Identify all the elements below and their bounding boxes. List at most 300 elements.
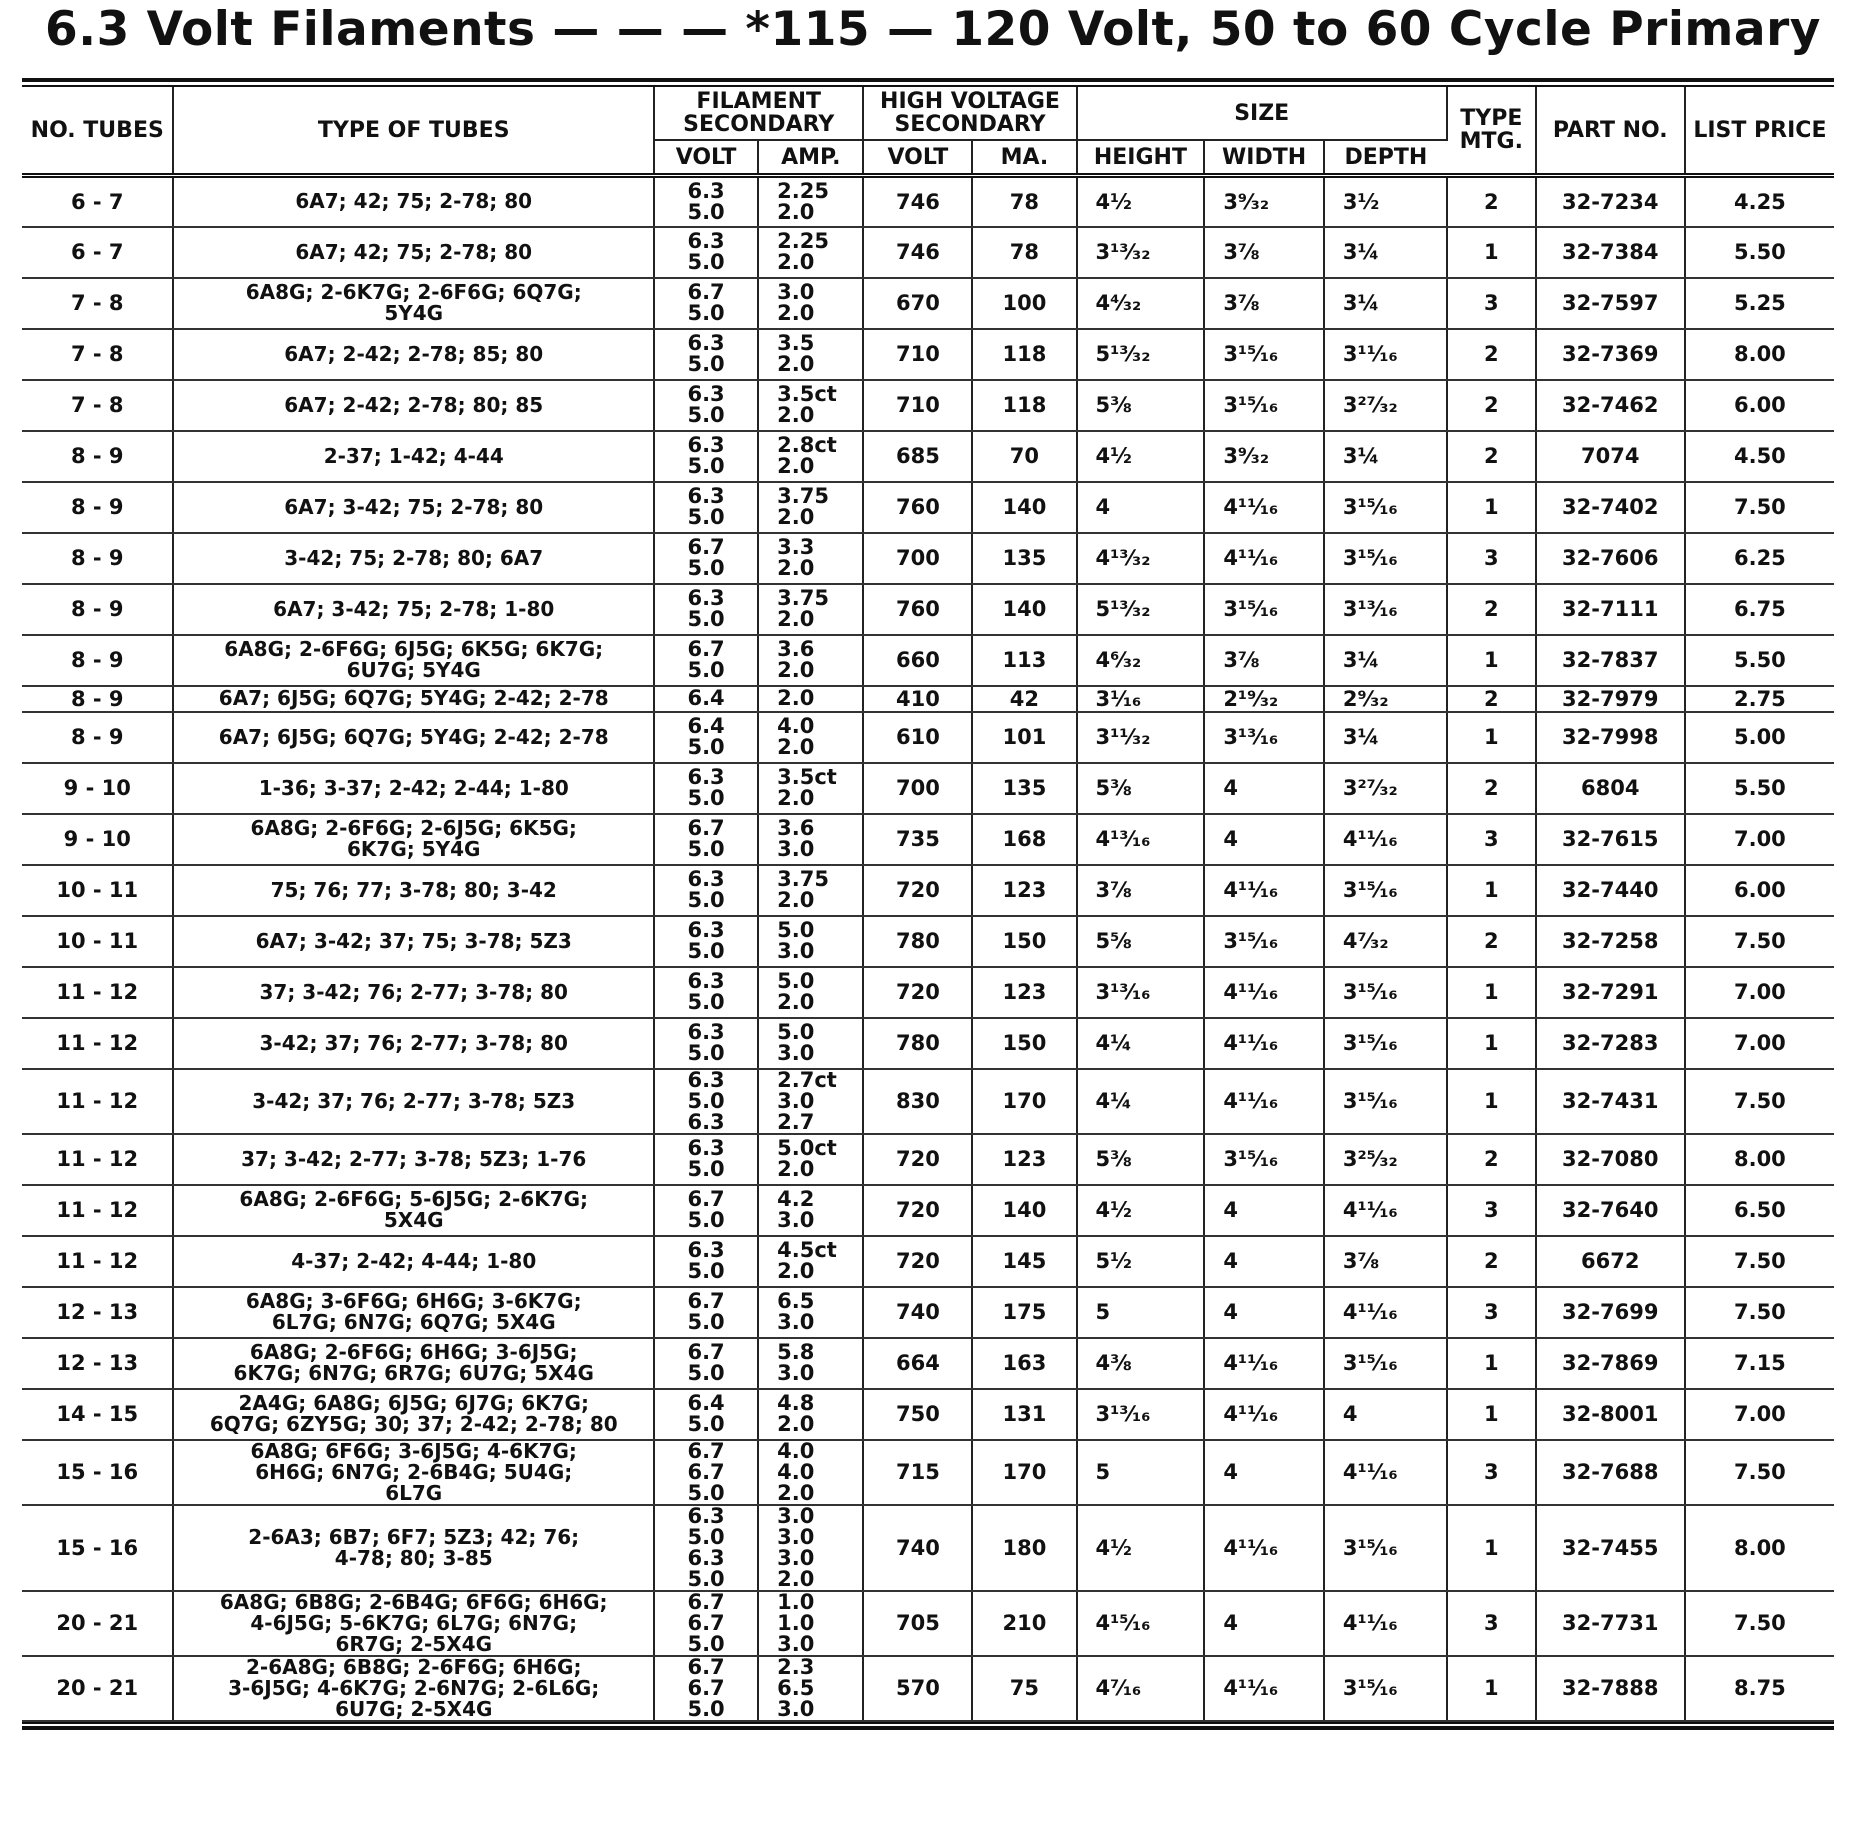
- cell-type-of-tubes: [173, 1338, 654, 1389]
- cell-type-of-tubes-line: 6A7; 6J5G; 6Q7G; 5Y4G; 2-42; 2-78: [218, 686, 609, 710]
- cell-hv-ma-line: 78: [1009, 240, 1040, 264]
- cell-filament-volt-line: 5.0: [687, 1310, 725, 1334]
- cell-height-line: 3¹³⁄₁₆: [1095, 980, 1151, 1004]
- cell-hv-ma-line: 101: [1002, 725, 1047, 749]
- cell-type-mtg: [1447, 533, 1536, 584]
- cell-type-mtg-line: 2: [1484, 444, 1499, 468]
- cell-hv-ma-line: 210: [1002, 1611, 1047, 1635]
- cell-height-line: 5: [1095, 1300, 1111, 1324]
- cell-hv-ma: [972, 1505, 1076, 1591]
- cell-depth: [1324, 967, 1447, 1018]
- cell-height: [1077, 1591, 1205, 1656]
- cell-height-line: 4¼: [1095, 1031, 1132, 1055]
- table-row: [22, 329, 1834, 380]
- cell-type-of-tubes-line: 2-6A3; 6B7; 6F7; 5Z3; 42; 76;: [248, 1524, 580, 1549]
- cell-list-price: [1685, 1656, 1834, 1721]
- cell-hv-ma: [972, 763, 1076, 814]
- cell-height-line: 4¹³⁄₃₂: [1095, 546, 1151, 570]
- cell-hv-ma: [972, 1656, 1076, 1721]
- cell-filament-amp-line: 3.0: [777, 1361, 815, 1385]
- cell-depth: [1324, 1018, 1447, 1069]
- cell-height-line: 4⅜: [1095, 1351, 1132, 1375]
- cell-filament-volt-line: 6.3: [687, 382, 725, 406]
- cell-width: [1204, 763, 1324, 814]
- cell-no-tubes-line: 8 - 9: [70, 597, 124, 621]
- cell-type-of-tubes-line: 6R7G; 2-5X4G: [335, 1631, 492, 1656]
- cell-hv-ma-line: 42: [1009, 686, 1040, 711]
- cell-filament-amp-line: 2.0: [777, 735, 815, 759]
- cell-filament-amp-line: 5.0ct: [777, 1136, 837, 1160]
- cell-filament-amp-line: 3.0: [777, 280, 815, 304]
- cell-width-line: 3¹⁵⁄₁₆: [1223, 1147, 1279, 1171]
- cell-type-of-tubes: [173, 967, 654, 1018]
- cell-depth: [1324, 1287, 1447, 1338]
- cell-hv-volt: [863, 712, 972, 763]
- cell-depth: [1324, 533, 1447, 584]
- cell-list-price-line: 7.00: [1733, 980, 1786, 1004]
- cell-type-of-tubes-line: 4-37; 2-42; 4-44; 1-80: [291, 1248, 537, 1273]
- cell-type-of-tubes: [173, 1440, 654, 1505]
- cell-part-no: [1536, 431, 1685, 482]
- cell-filament-amp-line: 2.7: [777, 1109, 815, 1134]
- cell-height-line: 4¼: [1095, 1089, 1132, 1113]
- cell-filament-amp-line: 5.0: [777, 1020, 815, 1044]
- header-size: SIZE: [1077, 87, 1447, 140]
- cell-filament-volt-line: 5.0: [687, 786, 725, 810]
- cell-filament-amp-line: 3.0: [777, 1503, 815, 1528]
- cell-width: [1204, 916, 1324, 967]
- cell-width: [1204, 431, 1324, 482]
- cell-type-of-tubes: [173, 1389, 654, 1440]
- cell-list-price-line: 6.00: [1733, 878, 1786, 902]
- cell-no-tubes: [22, 1591, 173, 1656]
- cell-type-mtg: [1447, 1134, 1536, 1185]
- cell-hv-volt: [863, 176, 972, 227]
- cell-part-no: [1536, 227, 1685, 278]
- cell-width-line: 4: [1223, 1611, 1238, 1635]
- cell-hv-volt: [863, 814, 972, 865]
- cell-filament-amp-line: 2.7ct: [777, 1067, 837, 1092]
- cell-hv-volt-line: 750: [895, 1402, 940, 1426]
- cell-type-mtg-line: 2: [1484, 342, 1499, 366]
- cell-part-no-line: 32-7837: [1562, 648, 1659, 672]
- cell-height: [1077, 1069, 1205, 1134]
- cell-list-price: [1685, 278, 1834, 329]
- cell-depth-line: 3¹⁵⁄₁₆: [1342, 1089, 1398, 1113]
- cell-type-of-tubes-line: 6A8G; 2-6F6G; 5-6J5G; 2-6K7G;: [239, 1187, 589, 1211]
- cell-part-no-line: 32-7234: [1562, 189, 1659, 214]
- cell-filament-volt: [654, 967, 758, 1018]
- cell-hv-volt: [863, 1338, 972, 1389]
- cell-filament-volt-line: 6.4: [687, 686, 725, 710]
- cell-type-of-tubes-line: 6A8G; 2-6F6G; 6J5G; 6K5G; 6K7G;: [224, 637, 604, 661]
- cell-part-no-line: 32-7979: [1562, 686, 1659, 711]
- cell-hv-ma-line: 145: [1002, 1249, 1047, 1273]
- cell-filament-volt: [654, 763, 758, 814]
- cell-height-line: 4⁷⁄₁₆: [1095, 1676, 1142, 1700]
- cell-type-mtg: [1447, 584, 1536, 635]
- cell-no-tubes-line: 11 - 12: [56, 1031, 139, 1055]
- cell-width: [1204, 278, 1324, 329]
- table-row: [22, 763, 1834, 814]
- cell-width-line: 4¹¹⁄₁₆: [1223, 1402, 1279, 1426]
- cell-type-of-tubes: [173, 814, 654, 865]
- cell-hv-volt: [863, 1389, 972, 1440]
- cell-hv-ma-line: 175: [1002, 1300, 1047, 1324]
- cell-list-price: [1685, 533, 1834, 584]
- cell-no-tubes: [22, 278, 173, 329]
- cell-filament-volt-line: 6.4: [687, 1391, 725, 1415]
- cell-no-tubes: [22, 1236, 173, 1287]
- cell-height-line: 4½: [1095, 189, 1132, 214]
- cell-width: [1204, 1656, 1324, 1721]
- cell-filament-amp-line: 2.0: [777, 1412, 815, 1436]
- cell-list-price: [1685, 1018, 1834, 1069]
- cell-filament-volt-line: 6.7: [687, 816, 725, 840]
- table-row: [22, 1236, 1834, 1287]
- cell-no-tubes-line: 10 - 11: [56, 878, 139, 902]
- cell-type-mtg-line: 3: [1484, 1611, 1499, 1635]
- cell-filament-amp: [758, 1591, 863, 1656]
- cell-width-line: 4¹¹⁄₁₆: [1223, 1031, 1279, 1055]
- cell-hv-ma-line: 163: [1002, 1351, 1047, 1375]
- cell-no-tubes-line: 12 - 13: [56, 1300, 139, 1324]
- cell-height: [1077, 1389, 1205, 1440]
- cell-filament-amp-line: 2.0: [777, 786, 815, 810]
- cell-list-price-line: 5.50: [1733, 240, 1786, 264]
- cell-filament-amp-line: 2.25: [777, 178, 829, 203]
- table-row: [22, 1018, 1834, 1069]
- cell-filament-volt-line: 5.0: [687, 607, 725, 631]
- cell-type-mtg: [1447, 1069, 1536, 1134]
- cell-hv-ma-line: 135: [1002, 776, 1047, 800]
- cell-height-line: 4½: [1095, 444, 1132, 468]
- cell-filament-amp: [758, 865, 863, 916]
- cell-depth-line: 4⁷⁄₃₂: [1342, 929, 1389, 953]
- table-body: [22, 176, 1834, 1721]
- cell-filament-volt-line: 6.3: [687, 969, 725, 993]
- cell-filament-volt: [654, 431, 758, 482]
- cell-width-line: 4¹¹⁄₁₆: [1223, 980, 1279, 1004]
- cell-hv-volt: [863, 1018, 972, 1069]
- cell-filament-amp: [758, 533, 863, 584]
- cell-depth: [1324, 278, 1447, 329]
- table-row: [22, 635, 1834, 686]
- cell-width: [1204, 712, 1324, 763]
- cell-type-mtg-line: 1: [1484, 1402, 1499, 1426]
- cell-filament-volt: [654, 1338, 758, 1389]
- cell-part-no-line: 32-7597: [1562, 291, 1659, 315]
- cell-hv-ma-line: 180: [1002, 1535, 1047, 1560]
- cell-depth: [1324, 916, 1447, 967]
- cell-type-of-tubes-line: 3-42; 37; 76; 2-77; 3-78; 5Z3: [252, 1088, 576, 1113]
- cell-list-price: [1685, 1069, 1834, 1134]
- cell-depth-line: 3¼: [1342, 444, 1380, 468]
- cell-list-price-line: 8.75: [1733, 1676, 1786, 1700]
- cell-hv-volt: [863, 763, 972, 814]
- cell-type-of-tubes-line: 6A8G; 2-6K7G; 2-6F6G; 6Q7G;: [245, 280, 582, 304]
- cell-width: [1204, 1338, 1324, 1389]
- cell-width-line: 4: [1223, 1300, 1238, 1324]
- cell-filament-amp-line: 3.0: [777, 1524, 815, 1549]
- cell-hv-volt-line: 700: [895, 776, 940, 800]
- cell-list-price: [1685, 1185, 1834, 1236]
- cell-type-of-tubes-line: 6A7; 3-42; 75; 2-78; 80: [284, 494, 544, 519]
- cell-type-of-tubes-line: 4-78; 80; 3-85: [334, 1545, 493, 1570]
- cell-no-tubes-line: 15 - 16: [56, 1535, 139, 1560]
- cell-height: [1077, 635, 1205, 686]
- cell-filament-volt: [654, 278, 758, 329]
- cell-part-no-line: 32-7283: [1562, 1031, 1659, 1055]
- cell-filament-volt: [654, 176, 758, 227]
- cell-filament-volt-line: 6.7: [687, 1459, 725, 1484]
- cell-no-tubes: [22, 712, 173, 763]
- cell-list-price-line: 7.50: [1733, 1089, 1786, 1113]
- cell-list-price-line: 7.50: [1733, 1300, 1786, 1324]
- cell-height-line: 5½: [1095, 1249, 1132, 1273]
- cell-no-tubes: [22, 380, 173, 431]
- cell-hv-ma-line: 150: [1002, 1031, 1047, 1055]
- cell-hv-ma: [972, 1591, 1076, 1656]
- cell-type-mtg-line: 2: [1484, 393, 1499, 417]
- header-part-no: PART NO.: [1536, 87, 1685, 176]
- cell-hv-ma: [972, 227, 1076, 278]
- cell-type-of-tubes-line: 6A8G; 3-6F6G; 6H6G; 3-6K7G;: [245, 1289, 582, 1313]
- cell-type-of-tubes-line: 6A7; 42; 75; 2-78; 80: [295, 239, 533, 264]
- cell-hv-volt-line: 410: [895, 686, 940, 711]
- cell-filament-amp-line: 2.0: [777, 505, 815, 529]
- cell-list-price-line: 4.50: [1733, 444, 1786, 468]
- cell-filament-volt: [654, 227, 758, 278]
- cell-no-tubes-line: 11 - 12: [56, 980, 139, 1004]
- cell-filament-volt: [654, 686, 758, 712]
- header-fil-amp: AMP.: [758, 140, 863, 176]
- cell-depth-line: 4¹¹⁄₁₆: [1342, 1460, 1398, 1484]
- cell-type-mtg: [1447, 865, 1536, 916]
- cell-height: [1077, 584, 1205, 635]
- cell-width: [1204, 865, 1324, 916]
- cell-hv-volt-line: 746: [895, 240, 940, 264]
- cell-hv-volt: [863, 380, 972, 431]
- cell-filament-amp-line: 2.0: [777, 1566, 815, 1591]
- cell-part-no-line: 32-7998: [1562, 725, 1659, 749]
- cell-no-tubes: [22, 1389, 173, 1440]
- cell-list-price-line: 8.00: [1733, 1535, 1786, 1560]
- cell-no-tubes: [22, 635, 173, 686]
- cell-filament-amp: [758, 635, 863, 686]
- cell-filament-amp-line: 3.6: [777, 637, 815, 661]
- cell-filament-amp: [758, 380, 863, 431]
- cell-filament-amp-line: 5.0: [777, 969, 815, 993]
- cell-depth: [1324, 227, 1447, 278]
- cell-width-line: 4: [1223, 1460, 1238, 1484]
- cell-hv-ma: [972, 1134, 1076, 1185]
- cell-part-no-line: 32-7291: [1562, 980, 1659, 1004]
- cell-hv-ma-line: 168: [1002, 827, 1047, 851]
- table-row: [22, 1069, 1834, 1134]
- cell-type-of-tubes: [173, 176, 654, 227]
- table-header: [22, 87, 1834, 176]
- cell-part-no: [1536, 1018, 1685, 1069]
- cell-part-no-line: 32-7462: [1562, 393, 1659, 417]
- cell-filament-amp-line: 4.0: [777, 714, 815, 738]
- cell-filament-volt-line: 6.7: [687, 1438, 725, 1463]
- table-row: [22, 1134, 1834, 1185]
- cell-filament-amp: [758, 1069, 863, 1134]
- cell-part-no: [1536, 1505, 1685, 1591]
- cell-height-line: 5⅜: [1095, 1147, 1132, 1171]
- cell-type-mtg: [1447, 1185, 1536, 1236]
- cell-filament-amp-line: 3.0: [777, 837, 815, 861]
- cell-height-line: 5¹³⁄₃₂: [1095, 342, 1151, 366]
- cell-no-tubes: [22, 814, 173, 865]
- cell-filament-volt-line: 6.3: [687, 484, 725, 508]
- cell-part-no: [1536, 278, 1685, 329]
- cell-height-line: 4⁶⁄₃₂: [1095, 648, 1142, 672]
- cell-part-no: [1536, 1440, 1685, 1505]
- cell-width-line: 3¹⁵⁄₁₆: [1223, 393, 1279, 417]
- cell-filament-volt: [654, 916, 758, 967]
- cell-filament-volt-line: 6.7: [687, 1289, 725, 1313]
- cell-height-line: 4¹⁵⁄₁₆: [1095, 1611, 1151, 1635]
- cell-hv-ma: [972, 967, 1076, 1018]
- cell-no-tubes: [22, 1505, 173, 1591]
- cell-type-of-tubes-line: 6A7; 2-42; 2-78; 80; 85: [284, 392, 544, 417]
- cell-depth: [1324, 712, 1447, 763]
- cell-no-tubes-line: 7 - 8: [70, 393, 124, 417]
- cell-height: [1077, 1236, 1205, 1287]
- cell-hv-ma: [972, 1185, 1076, 1236]
- cell-list-price-line: 8.00: [1733, 342, 1786, 366]
- cell-type-mtg: [1447, 1389, 1536, 1440]
- cell-hv-ma: [972, 482, 1076, 533]
- cell-depth-line: 3²⁷⁄₃₂: [1342, 776, 1398, 800]
- cell-width: [1204, 1185, 1324, 1236]
- cell-filament-volt-line: 5.0: [687, 1208, 725, 1232]
- cell-type-of-tubes-line: 6A7; 42; 75; 2-78; 80: [295, 189, 533, 214]
- cell-depth: [1324, 1069, 1447, 1134]
- table-row: [22, 1389, 1834, 1440]
- cell-list-price: [1685, 865, 1834, 916]
- cell-part-no-line: 32-7111: [1562, 597, 1659, 621]
- cell-filament-amp-line: 2.0: [777, 403, 815, 427]
- cell-list-price-line: 7.50: [1733, 495, 1786, 519]
- cell-filament-volt-line: 5.0: [687, 1157, 725, 1181]
- table-row: [22, 1338, 1834, 1389]
- cell-type-of-tubes-line: 4-6J5G; 5-6K7G; 6L7G; 6N7G;: [250, 1610, 578, 1635]
- cell-type-mtg: [1447, 712, 1536, 763]
- cell-filament-amp: [758, 1505, 863, 1591]
- cell-width: [1204, 1440, 1324, 1505]
- cell-height: [1077, 1505, 1205, 1591]
- cell-depth-line: 3¹⁵⁄₁₆: [1342, 980, 1398, 1004]
- cell-type-mtg-line: 1: [1484, 1031, 1499, 1055]
- cell-width-line: 4¹¹⁄₁₆: [1223, 1089, 1279, 1113]
- cell-height: [1077, 431, 1205, 482]
- cell-part-no: [1536, 763, 1685, 814]
- cell-list-price-line: 7.00: [1733, 1402, 1786, 1426]
- cell-type-of-tubes: [173, 1656, 654, 1721]
- cell-type-of-tubes-line: 3-42; 37; 76; 2-77; 3-78; 80: [259, 1030, 568, 1055]
- cell-type-of-tubes: [173, 686, 654, 712]
- cell-filament-amp-line: 2.0: [777, 301, 815, 325]
- cell-hv-volt-line: 720: [895, 1249, 940, 1273]
- cell-depth-line: 3¼: [1342, 240, 1380, 264]
- cell-depth: [1324, 1185, 1447, 1236]
- cell-hv-volt-line: 780: [895, 1031, 940, 1055]
- cell-hv-ma-line: 100: [1002, 291, 1047, 315]
- cell-filament-volt-line: 5.0: [687, 454, 725, 478]
- cell-height: [1077, 916, 1205, 967]
- cell-height-line: 5⅝: [1095, 929, 1132, 953]
- cell-type-of-tubes: [173, 1134, 654, 1185]
- cell-type-of-tubes: [173, 278, 654, 329]
- cell-depth-line: 3¹⁵⁄₁₆: [1342, 1031, 1398, 1055]
- cell-filament-volt-line: 5.0: [687, 735, 725, 759]
- cell-filament-volt-line: 5.0: [687, 1696, 725, 1721]
- cell-filament-amp: [758, 763, 863, 814]
- cell-filament-volt-line: 5.0: [687, 199, 725, 224]
- cell-filament-volt: [654, 1069, 758, 1134]
- cell-depth: [1324, 814, 1447, 865]
- cell-depth-line: 3¹⁵⁄₁₆: [1342, 1535, 1398, 1560]
- cell-hv-volt-line: 685: [895, 444, 940, 468]
- cell-filament-amp-line: 2.0: [777, 658, 815, 682]
- cell-part-no: [1536, 712, 1685, 763]
- cell-filament-amp-line: 2.3: [777, 1654, 815, 1679]
- cell-part-no: [1536, 1236, 1685, 1287]
- cell-type-mtg-line: 2: [1484, 929, 1499, 953]
- table-top-rule: [22, 78, 1834, 87]
- cell-list-price-line: 7.50: [1733, 1460, 1786, 1484]
- table-row: [22, 278, 1834, 329]
- cell-width-line: 3¹³⁄₁₆: [1223, 725, 1279, 749]
- cell-filament-volt-line: 6.3: [687, 1109, 725, 1134]
- cell-part-no-line: 32-7699: [1562, 1300, 1659, 1324]
- cell-width-line: 4: [1223, 776, 1238, 800]
- cell-type-mtg-line: 3: [1484, 1198, 1499, 1222]
- cell-height-line: 4¹³⁄₁₆: [1095, 827, 1151, 851]
- cell-filament-volt-line: 6.3: [687, 1020, 725, 1044]
- cell-depth-line: 3¹¹⁄₁₆: [1342, 342, 1398, 366]
- cell-part-no: [1536, 329, 1685, 380]
- cell-filament-volt: [654, 329, 758, 380]
- cell-no-tubes-line: 15 - 16: [56, 1460, 139, 1484]
- cell-type-of-tubes-line: 6U7G; 2-5X4G: [335, 1696, 493, 1721]
- cell-hv-volt-line: 664: [895, 1351, 940, 1375]
- cell-height: [1077, 865, 1205, 916]
- cell-filament-amp: [758, 431, 863, 482]
- cell-no-tubes: [22, 533, 173, 584]
- cell-width: [1204, 584, 1324, 635]
- cell-filament-amp-line: 3.75: [777, 867, 829, 891]
- table-row: [22, 482, 1834, 533]
- cell-list-price: [1685, 1389, 1834, 1440]
- cell-hv-ma: [972, 380, 1076, 431]
- cell-filament-volt-line: 6.3: [687, 1238, 725, 1262]
- cell-list-price: [1685, 1338, 1834, 1389]
- cell-part-no-line: 32-7258: [1562, 929, 1659, 953]
- cell-part-no: [1536, 1069, 1685, 1134]
- cell-list-price: [1685, 584, 1834, 635]
- cell-height-line: 4⁴⁄₃₂: [1095, 291, 1142, 315]
- cell-filament-amp-line: 4.8: [777, 1391, 815, 1415]
- cell-no-tubes: [22, 1338, 173, 1389]
- cell-hv-volt: [863, 278, 972, 329]
- cell-no-tubes-line: 8 - 9: [70, 444, 124, 468]
- cell-hv-ma: [972, 1338, 1076, 1389]
- cell-depth-line: 3¼: [1342, 648, 1380, 672]
